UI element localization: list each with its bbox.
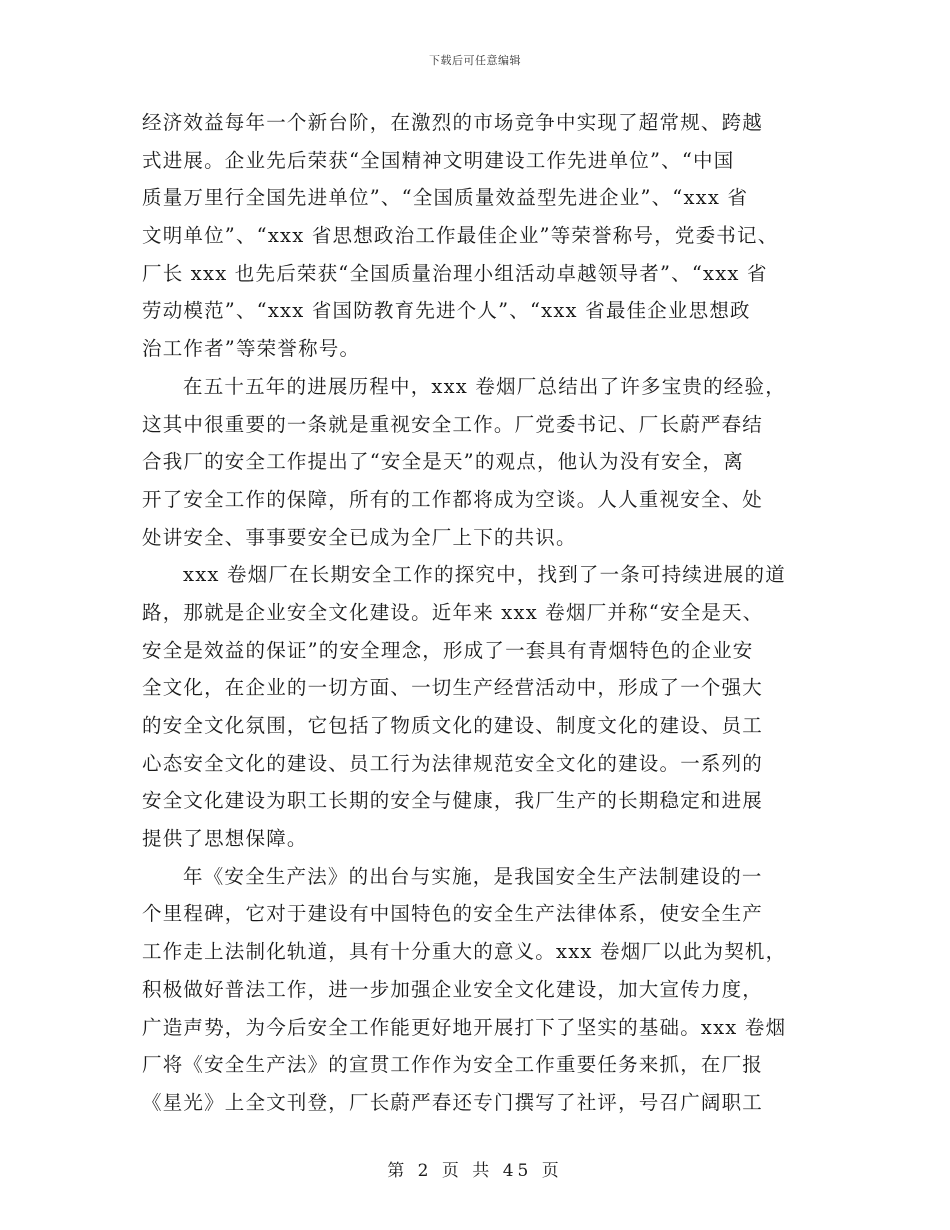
text-line: 提供了思想保障。 — [142, 827, 308, 851]
text-line: 合我厂的安全工作提出了“安全是天”的观点，他认为没有安全，离 — [142, 450, 744, 474]
paragraph-first-line: 在五十五年的进展历程中，xxx 卷烟厂总结出了许多宝贵的经验， — [183, 374, 786, 398]
text-line: 开了安全工作的保障，所有的工作都将成为空谈。人人重视安全、处 — [142, 487, 764, 511]
text-line: 积极做好普法工作，进一步加强企业安全文化建设，加大宣传力度， — [142, 977, 764, 1001]
paragraph-first-line: 年《安全生产法》的出台与实施，是我国安全生产法制建设的一 — [183, 864, 763, 888]
page-number: 第 2 页 共 45 页 — [387, 1161, 563, 1181]
text-line: 心态安全文化的建设、员工行为法律规范安全文化的建设。一系列的 — [142, 751, 764, 775]
text-line: 广造声势，为今后安全工作能更好地开展打下了坚实的基础。xxx 卷烟 — [142, 1015, 787, 1039]
text-line: 式进展。企业先后荣获“全国精神文明建设工作先进单位”、“中国 — [142, 148, 735, 172]
text-line: 工作走上法制化轨道，具有十分重大的意义。xxx 卷烟厂以此为契机， — [142, 940, 787, 964]
paragraph-first-line: xxx 卷烟厂在长期安全工作的探究中，找到了一条可持续进展的道 — [183, 563, 786, 587]
text-line: 这其中很重要的一条就是重视安全工作。厂党委书记、厂长蔚严春结 — [142, 412, 764, 436]
page-header: 下载后可任意编辑 — [429, 54, 521, 67]
text-line: 经济效益每年一个新台阶，在激烈的市场竞争中实现了超常规、跨越 — [142, 111, 764, 134]
text-line: 厂长 xxx 也先后荣获“全国质量治理小组活动卓越领导者”、“xxx 省 — [142, 261, 768, 285]
text-line: 劳动模范”、“xxx 省国防教育先进个人”、“xxx 省最佳企业思想政 — [142, 299, 751, 323]
text-line: 治工作者”等荣誉称号。 — [142, 337, 361, 361]
text-line: 全文化，在企业的一切方面、一切生产经营活动中，形成了一个强大 — [142, 676, 764, 700]
text-line: 《星光》上全文刊登，厂长蔚严春还专门撰写了社评，号召广阔职工 — [142, 1090, 764, 1114]
text-line: 的安全文化氛围，它包括了物质文化的建设、制度文化的建设、员工 — [142, 714, 764, 737]
text-line: 个里程碑，它对于建设有中国特色的安全生产法律体系，使安全生产 — [142, 902, 764, 926]
text-line: 处讲安全、事事要安全已成为全厂上下的共识。 — [142, 525, 577, 549]
text-line: 质量万里行全国先进单位”、“全国质量效益型先进企业”、“xxx 省 — [142, 186, 749, 210]
text-line: 厂将《安全生产法》的宣贯工作作为安全工作重要任务来抓，在厂报 — [142, 1053, 764, 1077]
text-line: 安全是效益的保证”的安全理念，形成了一套具有青烟特色的企业安 — [142, 638, 754, 662]
document-body — [142, 104, 822, 1122]
text-line: 文明单位”、“xxx 省思想政治工作最佳企业”等荣誉称号，党委书记、 — [142, 224, 779, 248]
text-line: 安全文化建设为职工长期的安全与健康，我厂生产的长期稳定和进展 — [142, 789, 764, 813]
text-line: 路，那就是企业安全文化建设。近年来 xxx 卷烟厂并称“安全是天、 — [142, 600, 764, 624]
